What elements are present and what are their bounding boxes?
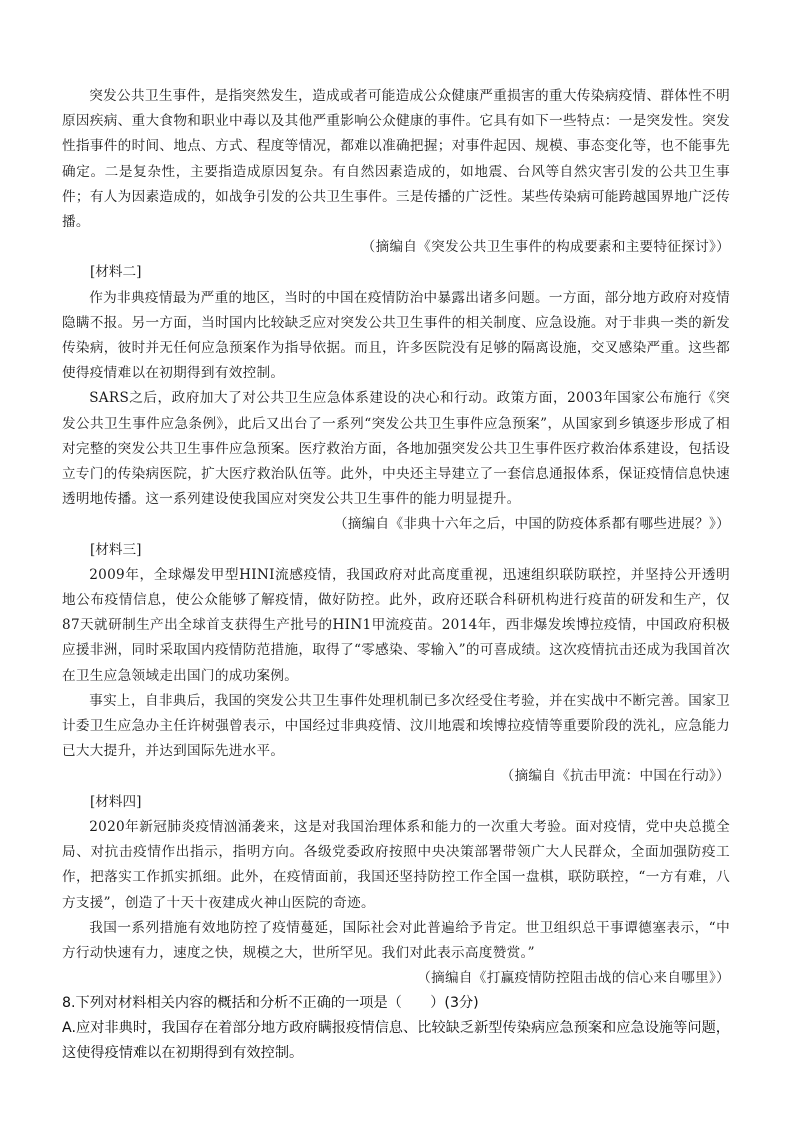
material4-source: （摘编自《打赢疫情防控阻击战的信心来自哪里》） bbox=[417, 970, 730, 987]
question-stem: 8.下列对材料相关内容的概括和分析不正确的一项是（ ）(3分) bbox=[62, 995, 479, 1012]
material4-paragraph-1: 2020年新冠肺炎疫情汹涌袭来，这是对我国治理体系和能力的一次重大考验。面对疫情，党中央总揽全局、对抗击疫情作出指示，指明方向。各级党委政府按照中央决策部署带领广大人民群众，全面加强防疫工作，把落实工作抓实抓细。此外，在疫情面前，我国还坚持防控工作全国一盘棋，联防联控，“一方有难，八方支援”，创造了十天十夜建成火神山医院的奇迹。 bbox=[62, 818, 730, 911]
material2-paragraph-1: 作为非典疫情最为严重的地区，当时的中国在疫情防治中暴露出诸多问题。一方面，部分地方政府对疫情隐瞒不报。另一方面，当时国内比较缺乏应对突发公共卫生事件的相关制度、应急设施。对于非典一类的新发传染病，彼时并无任何应急预案作为指导依据。而且，许多医院没有足够的隔离设施，交叉感染严重。这些都使得疫情难以在初期得到有效控制。 bbox=[62, 289, 730, 382]
material4-label: [材料四] bbox=[90, 793, 142, 810]
document-page bbox=[62, 84, 730, 1066]
material1-paragraph: 突发公共卫生事件，是指突然发生，造成或者可能造成公众健康严重损害的重大传染病疫情、群体性不明原因疾病、重大食物和职业中毒以及其他严重影响公众健康的事件。它具有如下一些特点：一是突发性。突发性指事件的时间、地点、方式、程度等情况，都难以准确把握；对事件起因、规模、事态变化等，也不能事先确定。二是复杂性，主要指造成原因复杂。有自然因素造成的，如地震、台风等自然灾害引发的公共卫生事件；有人为因素造成的，如战争引发的公共卫生事件。三是传播的广泛性。某些传染病可能跨越国界地广泛传播。 bbox=[62, 88, 730, 231]
material3-paragraph-1: 2009年，全球爆发甲型HINI流感疫情，我国政府对此高度重视，迅速组织联防联控，并坚持公开透明地公布疫情信息，使公众能够了解疫情，做好防控。此外，政府还联合科研机构进行疫苗的研发和生产，仅87天就研制生产出全球首支获得生产批号的HIN1甲流疫苗。2014年，西非爆发埃博拉疫情，中国政府积极应援非洲，同时采取国内疫情防范措施，取得了“零感染、零输入”的可喜成绩。这次疫情抗击还成为我国首次在卫生应急领域走出国门的成功案例。 bbox=[62, 566, 730, 684]
material2-label: [材料二] bbox=[90, 264, 142, 281]
question-option-a: A.应对非典时，我国存在着部分地方政府瞒报疫情信息、比较缺乏新型传染病应急预案和应急设施等问题，这使得疫情难以在初期得到有效控制。 bbox=[62, 1019, 730, 1061]
material3-label: [材料三] bbox=[90, 541, 142, 558]
material4-paragraph-2: 我国一系列措施有效地防控了疫情蔓延，国际社会对此普遍给予肯定。世卫组织总干事谭德塞表示，“中方行动快速有力，速度之快，规模之大，世所罕见。我们对此表示高度赞赏。” bbox=[62, 919, 730, 961]
material1-source: （摘编自《突发公共卫生事件的构成要素和主要特征探讨》） bbox=[361, 239, 730, 256]
material3-paragraph-2: 事实上，自非典后，我国的突发公共卫生事件处理机制已多次经受住考验，并在实战中不断完善。国家卫计委卫生应急办主任许树强曾表示，中国经过非典疫情、汶川地震和埃博拉疫情等重要阶段的洗礼，应急能力已大大提升，并达到国际先进水平。 bbox=[62, 692, 730, 760]
material2-paragraph-2: SARS之后，政府加大了对公共卫生应急体系建设的决心和行动。政策方面，2003年国家公布施行《突发公共卫生事件应急条例》，此后又出台了一系列“突发公共卫生事件应急预案”，从国家到乡镇逐步形成了相对完整的突发公共卫生事件应急预案。医疗救治方面，各地加强突发公共卫生事件医疗救治体系建设，包括设立专门的传染病医院，扩大医疗救治队伍等。此外，中央还主导建立了一套信息通报体系，保证疫情信息快速透明地传播。这一系列建设使我国应对突发公共卫生事件的能力明显提升。 bbox=[62, 390, 730, 508]
material3-source: （摘编自《抗击甲流：中国在行动》） bbox=[500, 768, 730, 785]
material2-source: （摘编自《非典十六年之后，中国的防疫体系都有哪些进展？》） bbox=[333, 516, 730, 533]
